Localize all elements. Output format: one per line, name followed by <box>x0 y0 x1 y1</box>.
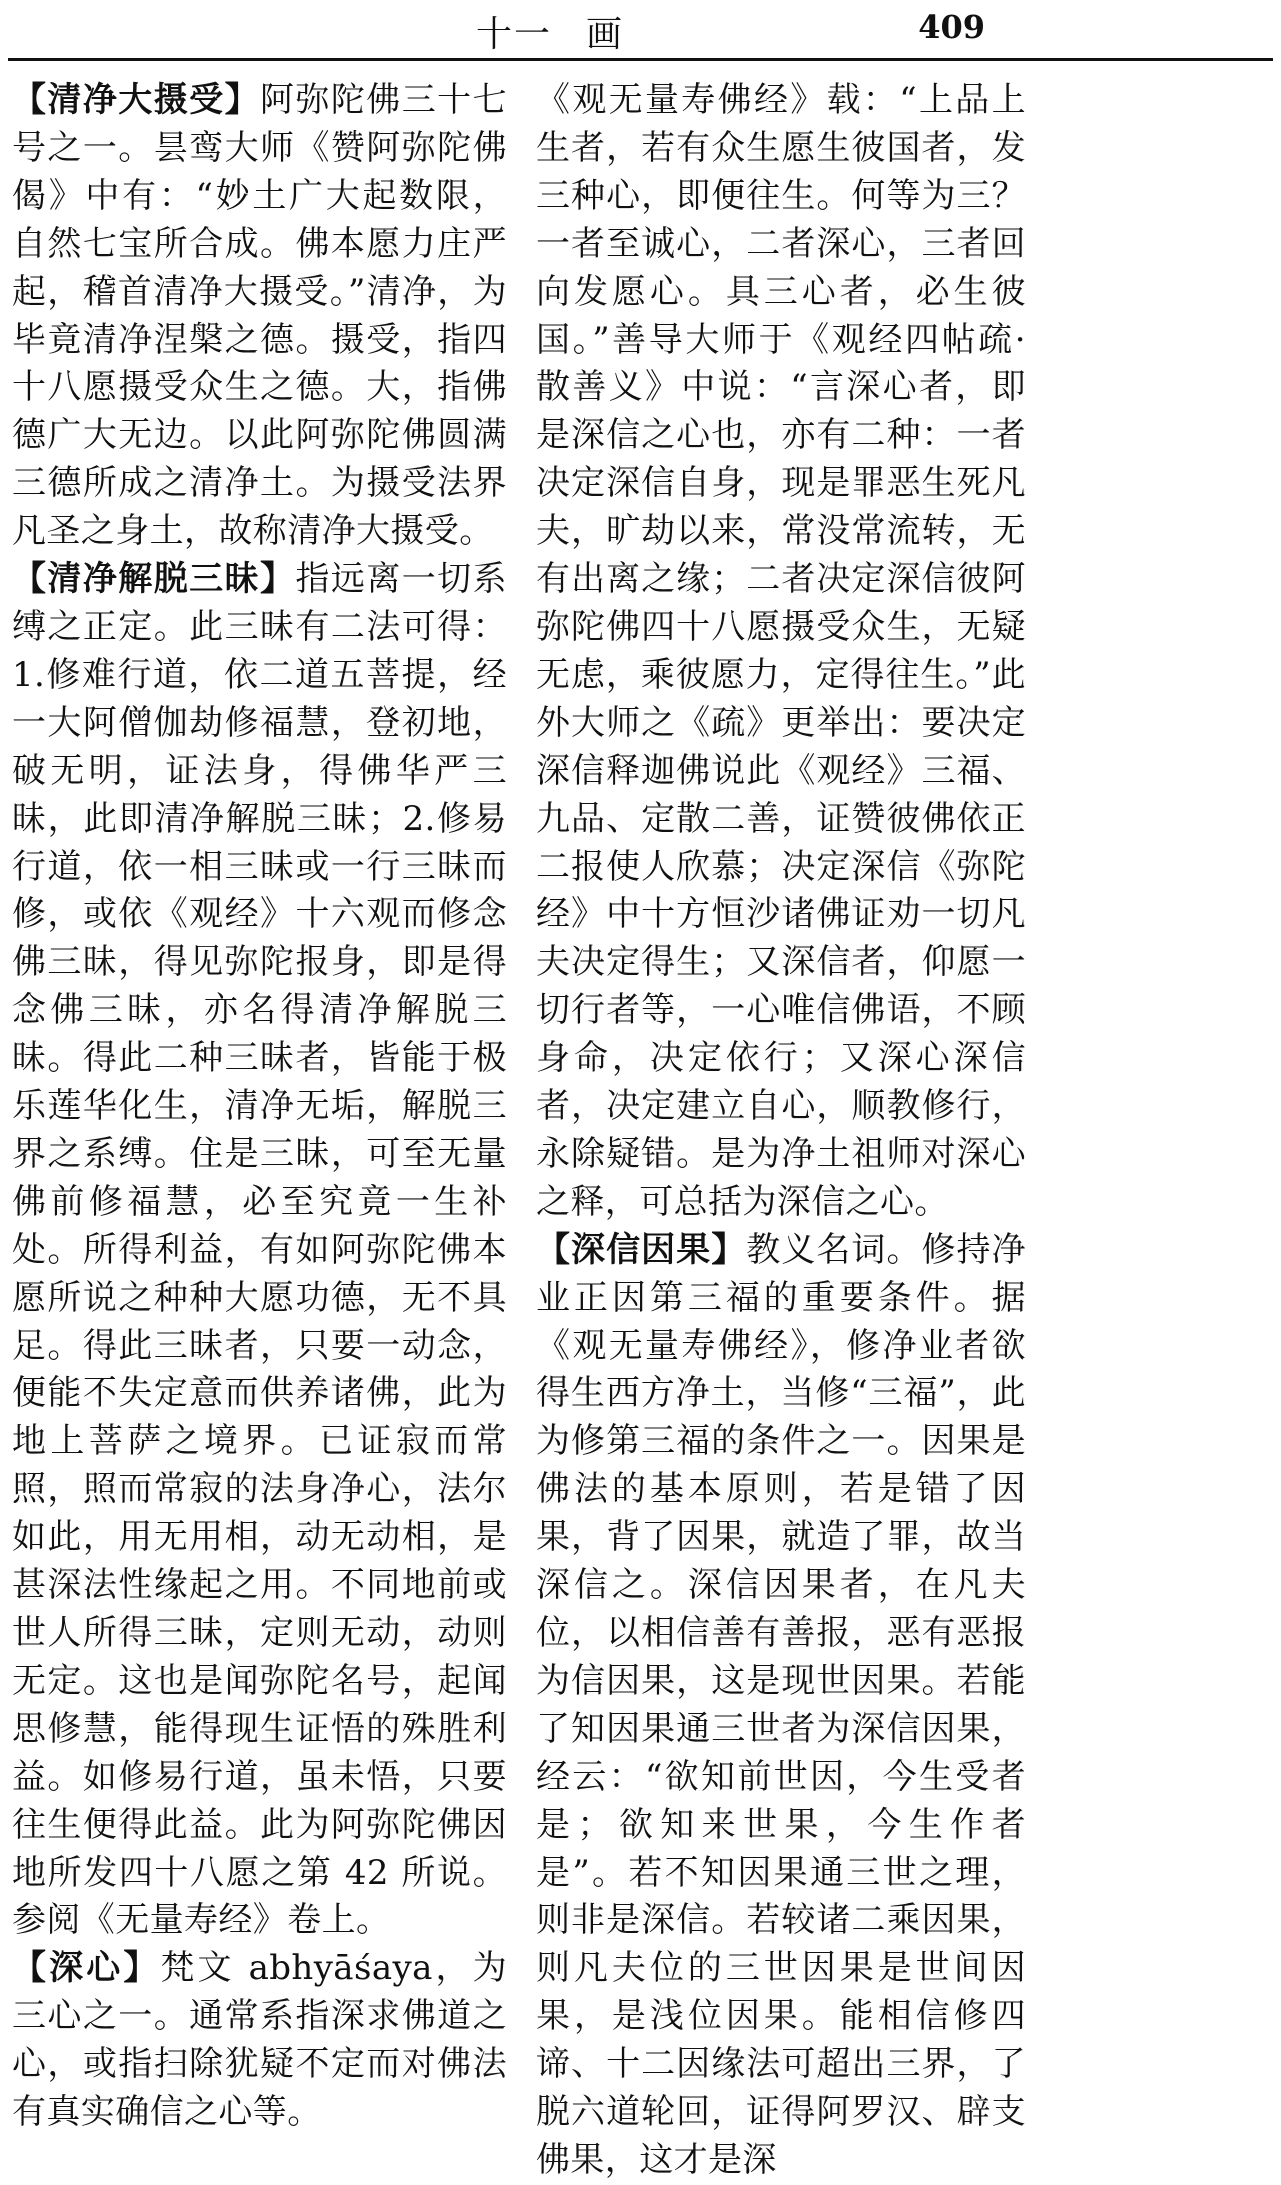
left-column <box>12 77 507 2137</box>
entry <box>12 556 507 1945</box>
entry-text: 梵文 abhyāśaya，为三心之一。通常系指深求佛道之心，或指扫除犹疑不定而对佛法有真实确信之心等。 <box>12 1948 507 2133</box>
entry <box>536 1227 1026 2185</box>
entry-term: 【深心】 <box>12 1948 161 1989</box>
page-number: 409 <box>918 8 985 46</box>
entry-continuation <box>536 77 1026 1227</box>
section-title-stroke: 画 <box>586 14 625 55</box>
section-title-number: 十一 <box>475 14 552 55</box>
right-column <box>536 77 1026 2185</box>
entry-text: 教义名词。修持净业正因第三福的重要条件。据《观无量寿佛经》，修净业者欲得生西方净土，当修“三福”，此为修第三福的条件之一。因果是佛法的基本原则，若是错了因果，背了因果，就造了罪，故当深信之。深信因果者，在凡夫位，以相信善有善报，恶有恶报为信因果，这是现世因果。若能了知因果通三世者为深信因果，经云：“欲知前世因，今生受者是；欲知来世果，今生作者是”。若不知因果通三世之理，则非是深信。若较诸二乘因果，则凡夫位的三世因果是世间因果，是浅位因果。能相信修四谛、十二因缘法可超出三界，了脱六道轮回，证得阿罗汉、辟支佛果，这才是深 <box>536 1229 1026 2180</box>
entry-term: 【深信因果】 <box>536 1229 747 1270</box>
entry-term: 【清净解脱三昧】 <box>12 559 296 600</box>
entry-text: 《观无量寿佛经》载：“上品上生者，若有众生愿生彼国者，发三种心，即便往生。何等为三？一者至诚心，二者深心，三者回向发愿心。具三心者，必生彼国。”善导大师于《观经四帖疏·散善义》中说：“言深心者，即是深信之心也，亦有二种：一者决定深信自身，现是罪恶生死凡夫，旷劫以来，常没常流转，无有出离之缘；二者决定深信彼阿弥陀佛四十八愿摄受众生，无疑无虑，乘彼愿力，定得往生。”此外大师之《疏》更举出：要决定深信释迦佛说此《观经》三福、九品、定散二善，证赞彼佛依正二报使人欣慕；决定深信《弥陀经》中十方恒沙诸佛证劝一切凡夫决定得生；又深信者，仰愿一切行者等，一心唯信佛语，不顾身命，决定依行；又深心深信者，决定建立自心，顺教修行，永除疑错。是为净土祖师对深心之释，可总括为深信之心。 <box>536 80 1026 1222</box>
entry-text: 指远离一切系缚之正定。此三昧有二法可得：1.修难行道，依二道五菩提，经一大阿僧伽劫修福慧，登初地，破无明，证法身，得佛华严三昧，此即清净解脱三昧；2.修易行道，依一相三昧或一行三昧而修，或依《观经》十六观而修念佛三昧，得见弥陀报身，即是得念佛三昧，亦名得清净解脱三昧。得此二种三昧者，皆能于极乐莲华化生，清净无垢，解脱三界之系缚。住是三昧，可至无量佛前修福慧，必至究竟一生补处。所得利益，有如阿弥陀佛本愿所说之种种大愿功德，无不具足。得此三昧者，只要一动念，便能不失定意而供养诸佛，此为地上菩萨之境界。已证寂而常照，照而常寂的法身净心，法尔如此，用无用相，动无动相，是甚深法性缘起之用。不同地前或世人所得三昧，定则无动，动则无定。这也是闻弥陀名号，起闻思修慧，能得现生证悟的殊胜利益。如修易行道，虽未悟，只要往生便得此益。此为阿弥陀佛因地所发四十八愿之第 42 所说。参阅《无量寿经》卷上。 <box>12 559 508 1941</box>
entry-text: 阿弥陀佛三十七号之一。昙鸾大师《赞阿弥陀佛偈》中有：“妙土广大起数限，自然七宝所合成。佛本愿力庄严起，稽首清净大摄受。”清净，为毕竟清净涅槃之德。摄受，指四十八愿摄受众生之德。大，指佛德广大无边。以此阿弥陀佛圆满三德所成之清净土。为摄受法界凡圣之身土，故称清净大摄受。 <box>12 80 507 552</box>
entry <box>12 77 507 556</box>
entry-term: 【清净大摄受】 <box>12 80 261 120</box>
header-rule <box>8 58 1273 61</box>
entry <box>12 1945 507 2137</box>
page-header <box>0 0 1281 56</box>
